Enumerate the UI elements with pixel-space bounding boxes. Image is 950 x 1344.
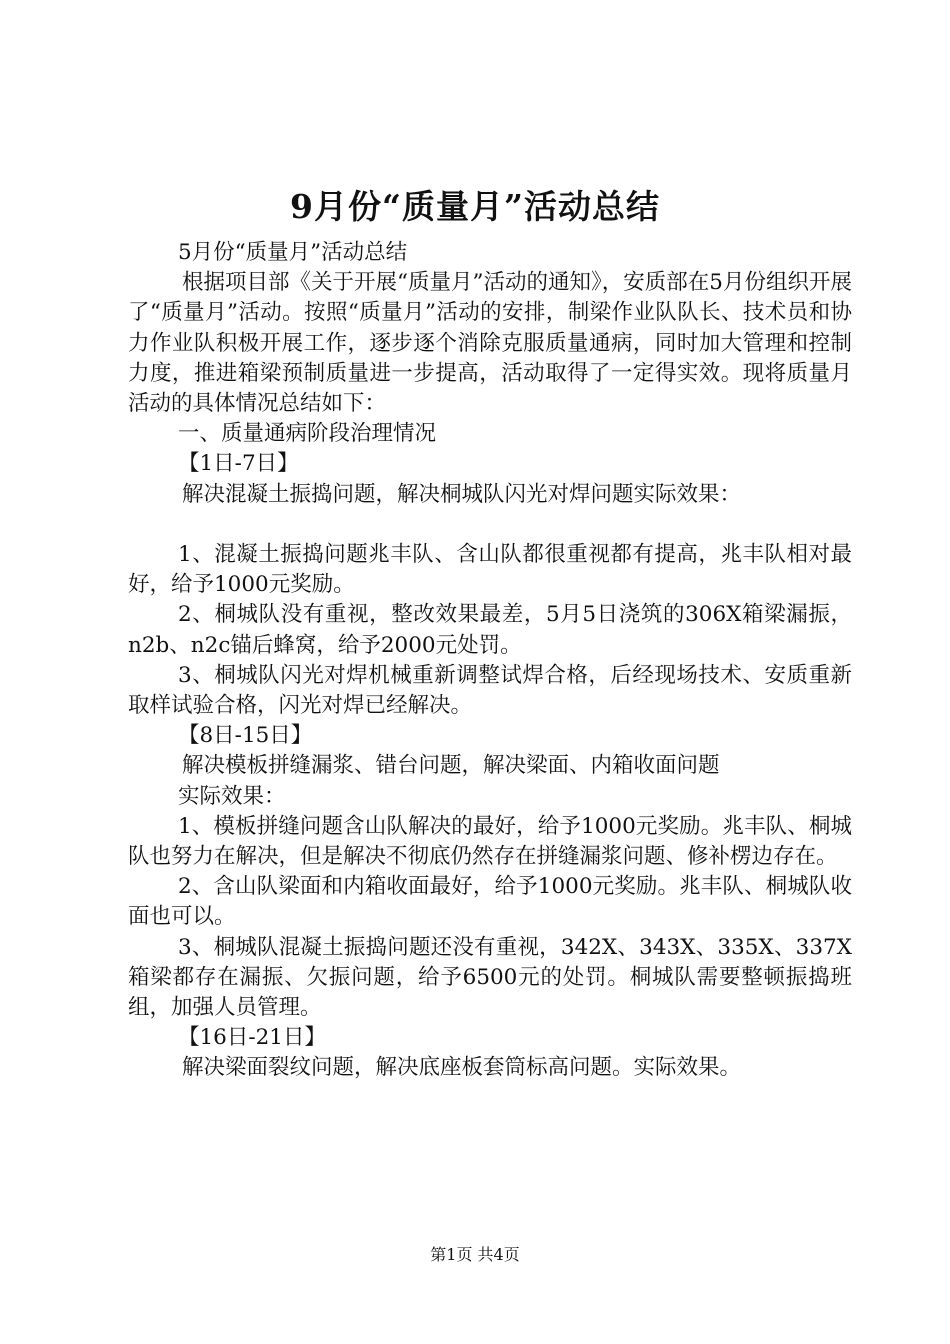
subtitle-paragraph: 5月份“质量月”活动总结 (178, 240, 408, 265)
period-heading-2: 【8日-15日】 (178, 723, 313, 749)
period-heading-3: 【16日-21日】 (178, 1025, 326, 1051)
period-2-effect-label: 实际效果： (178, 783, 286, 809)
document-body (128, 238, 852, 1084)
period-1-item-3: 3、桐城队闪光对焊机械重新调整试焊合格，后经现场技术、安质重新取样试验合格，闪光对焊已经解决。 (128, 662, 852, 719)
period-1-item-2: 2、桐城队没有重视，整改效果最差，5月5日浇筑的306X箱梁漏振，n2b、n2c锚后蜂窝，给予2000元处罚。 (128, 602, 852, 658)
intro-paragraph: 根据项目部《关于开展“质量月”活动的通知》，安质部在5月份组织开展了“质量月”活动。按照“质量月”活动的安排，制梁作业队队长、技术员和协力作业队积极开展工作，逐步逐个消除克服质量通病，同时加大管理和控制力度，推进箱梁预制质量进一步提高，活动取得了一定得实效。现将质量月活动的具体情况总结如下： (128, 270, 852, 417)
period-3-task: 解决梁面裂纹问题，解决底座板套筒标高问题。实际效果。 (182, 1055, 742, 1081)
period-2-item-2: 2、含山队梁面和内箱收面最好，给予1000元奖励。兆丰队、桐城队收面也可以。 (128, 874, 852, 930)
period-2-task: 解决模板拼缝漏浆、错台问题，解决梁面、内箱收面问题 (182, 753, 720, 779)
period-heading-1: 【1日-7日】 (178, 451, 299, 477)
period-1-task: 解决混凝土振捣问题，解决桐城队闪光对焊问题实际效果： (182, 481, 742, 507)
page-number-footer: 第1页 共4页 (430, 1245, 520, 1264)
period-2-item-3: 3、桐城队混凝土振捣问题还没有重视，342X、343X、335X、337X箱梁都存在漏振、欠振问题，给予6500元的处罚。桐城队需要整顿振捣班组，加强人员管理。 (128, 934, 852, 1021)
section-heading: 一、质量通病阶段治理情况 (178, 421, 437, 447)
document-title: 9月份“质量月”活动总结 (290, 187, 660, 226)
blank-line (128, 510, 852, 540)
period-2-item-1: 1、模板拼缝问题含山队解决的最好，给予1000元奖励。兆丰队、桐城队也努力在解决，但是解决不彻底仍然存在拼缝漏浆问题、修补楞边存在。 (128, 813, 852, 870)
period-1-item-1: 1、混凝土振捣问题兆丰队、含山队都很重视都有提高，兆丰队相对最好，给予1000元奖励。 (128, 542, 852, 598)
